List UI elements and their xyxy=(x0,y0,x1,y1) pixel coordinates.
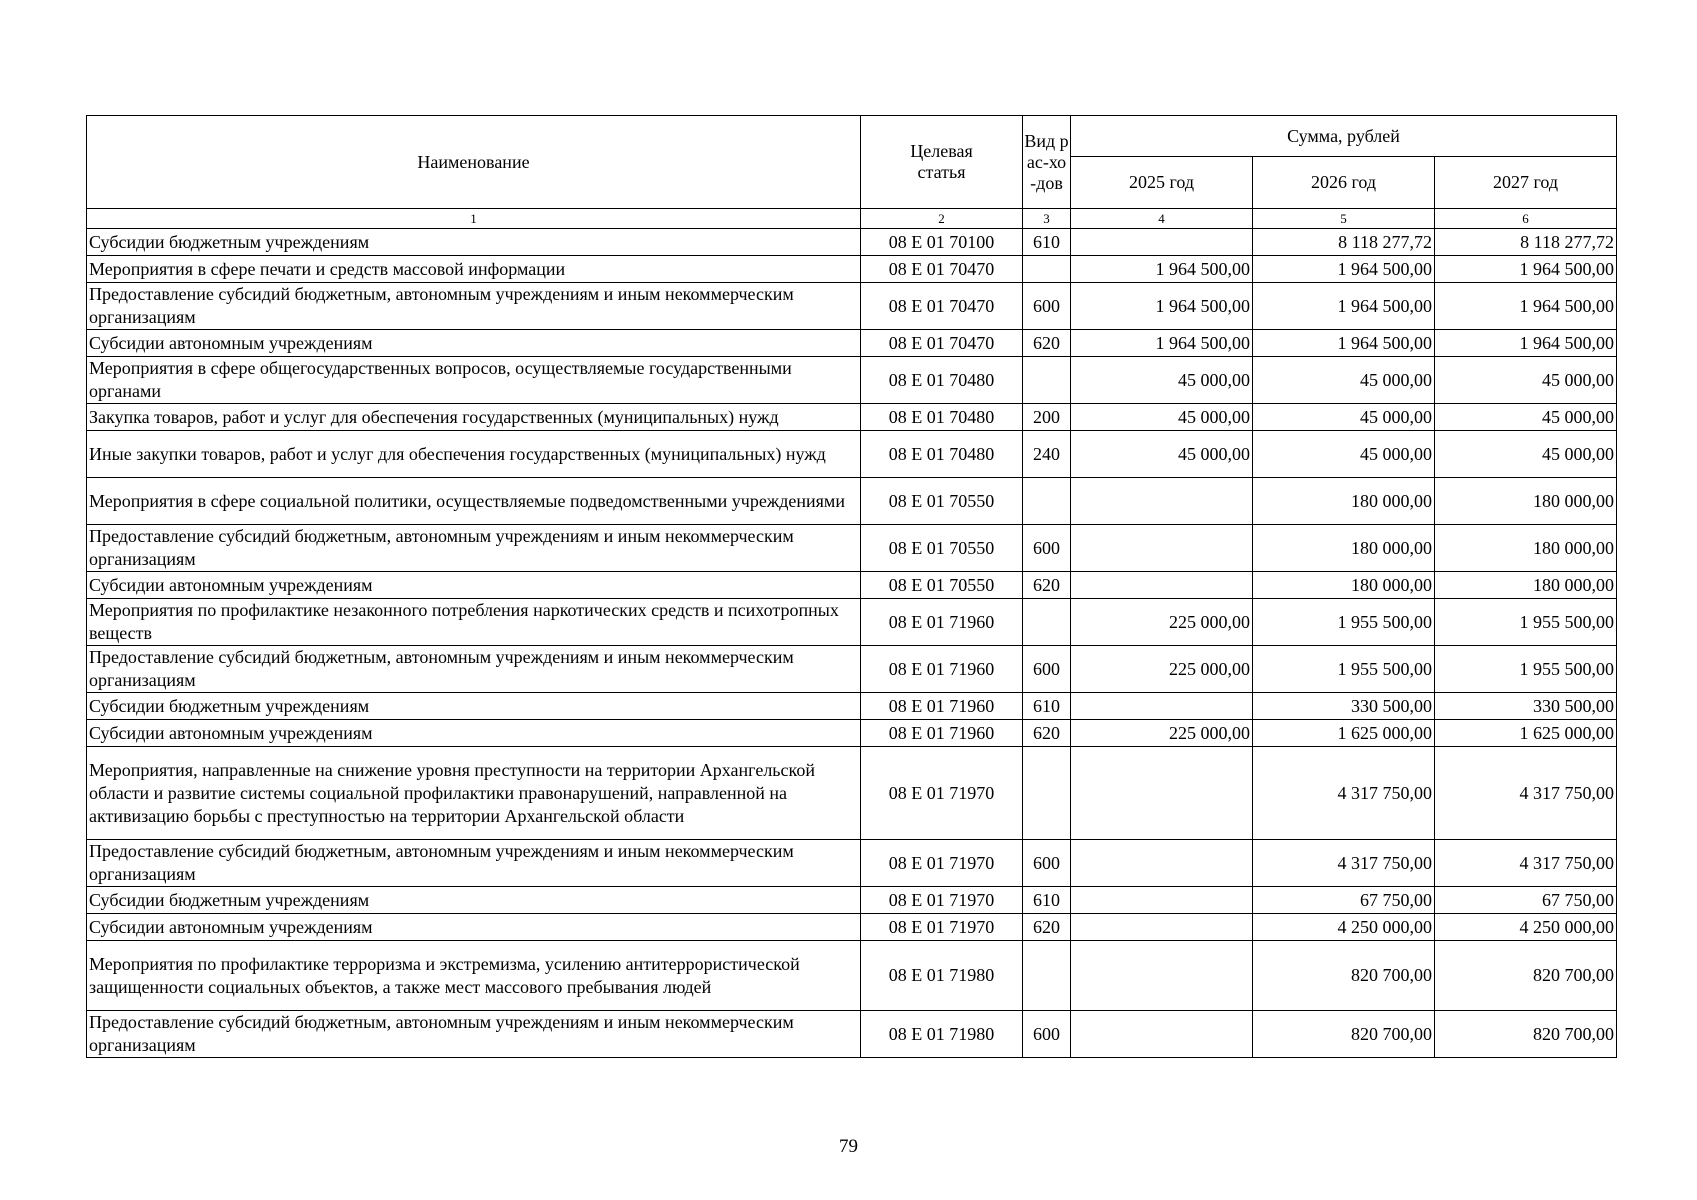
cell-sum-2025 xyxy=(1071,747,1253,840)
table-row xyxy=(87,330,1617,357)
table-row xyxy=(87,572,1617,599)
table-row xyxy=(87,431,1617,478)
table-row xyxy=(87,720,1617,747)
cell-sum-2027: 45 000,00 xyxy=(1435,404,1617,431)
header-year-2025: 2025 год xyxy=(1071,157,1253,209)
cell-name: Мероприятия в сфере социальной политики, осуществляемые подведомственными учреждениями xyxy=(87,478,861,525)
cell-sum-2026: 1 955 500,00 xyxy=(1253,646,1435,693)
cell-target-article: 08 Е 01 70470 xyxy=(861,256,1023,283)
cell-sum-2027: 1 964 500,00 xyxy=(1435,256,1617,283)
cell-name: Субсидии бюджетным учреждениям xyxy=(87,693,861,720)
table-row xyxy=(87,404,1617,431)
cell-name: Субсидии бюджетным учреждениям xyxy=(87,229,861,256)
cell-sum-2027: 8 118 277,72 xyxy=(1435,229,1617,256)
cell-sum-2026: 45 000,00 xyxy=(1253,431,1435,478)
cell-sum-2025 xyxy=(1071,1011,1253,1058)
cell-sum-2027: 820 700,00 xyxy=(1435,1011,1617,1058)
cell-sum-2026: 4 317 750,00 xyxy=(1253,747,1435,840)
cell-expense-type: 600 xyxy=(1023,283,1071,330)
cell-name: Мероприятия по профилактике терроризма и экстремизма, усилению антитеррористической защищенности социальных объектов, а также мест массового пребывания людей xyxy=(87,941,861,1011)
cell-target-article: 08 Е 01 71980 xyxy=(861,1011,1023,1058)
cell-name: Субсидии автономным учреждениям xyxy=(87,914,861,941)
table-row xyxy=(87,840,1617,887)
cell-expense-type: 620 xyxy=(1023,330,1071,357)
cell-target-article: 08 Е 01 71970 xyxy=(861,914,1023,941)
cell-sum-2027: 820 700,00 xyxy=(1435,941,1617,1011)
cell-target-article: 08 Е 01 71970 xyxy=(861,887,1023,914)
table-row xyxy=(87,887,1617,914)
cell-sum-2026: 45 000,00 xyxy=(1253,404,1435,431)
cell-name: Мероприятия, направленные на снижение уровня преступности на территории Архангельской области и развитие системы социальной профилактики правонарушений, направленной на активизацию борьбы с преступностью на территории Архангельской области xyxy=(87,747,861,840)
header-expense-type: Вид рас-хо-дов xyxy=(1023,116,1071,209)
cell-target-article: 08 Е 01 71970 xyxy=(861,747,1023,840)
cell-sum-2025 xyxy=(1071,693,1253,720)
cell-expense-type: 600 xyxy=(1023,840,1071,887)
header-sum-title: Сумма, рублей xyxy=(1071,116,1617,157)
table-row xyxy=(87,357,1617,404)
cell-sum-2025 xyxy=(1071,478,1253,525)
cell-name: Предоставление субсидий бюджетным, автономным учреждениям и иным некоммерческим организациям xyxy=(87,525,861,572)
cell-target-article: 08 Е 01 70470 xyxy=(861,330,1023,357)
cell-sum-2027: 180 000,00 xyxy=(1435,572,1617,599)
column-number: 3 xyxy=(1023,209,1071,229)
header-year-2026: 2026 год xyxy=(1253,157,1435,209)
column-number-row xyxy=(87,209,1617,229)
cell-expense-type: 200 xyxy=(1023,404,1071,431)
cell-sum-2027: 1 964 500,00 xyxy=(1435,330,1617,357)
cell-name: Предоставление субсидий бюджетным, автономным учреждениям и иным некоммерческим организациям xyxy=(87,1011,861,1058)
column-number: 4 xyxy=(1071,209,1253,229)
cell-sum-2026: 1 964 500,00 xyxy=(1253,330,1435,357)
cell-sum-2025 xyxy=(1071,572,1253,599)
column-number: 5 xyxy=(1253,209,1435,229)
cell-expense-type: 620 xyxy=(1023,720,1071,747)
page-number: 79 xyxy=(839,1136,858,1157)
cell-sum-2026: 180 000,00 xyxy=(1253,525,1435,572)
cell-target-article: 08 Е 01 70550 xyxy=(861,572,1023,599)
cell-sum-2026: 820 700,00 xyxy=(1253,941,1435,1011)
cell-sum-2026: 67 750,00 xyxy=(1253,887,1435,914)
cell-expense-type: 600 xyxy=(1023,525,1071,572)
budget-table xyxy=(86,115,1617,1058)
cell-sum-2027: 180 000,00 xyxy=(1435,525,1617,572)
table-row xyxy=(87,646,1617,693)
cell-sum-2025: 225 000,00 xyxy=(1071,646,1253,693)
table-body xyxy=(87,229,1617,1058)
header-name: Наименование xyxy=(87,116,861,209)
cell-sum-2026: 45 000,00 xyxy=(1253,357,1435,404)
cell-expense-type xyxy=(1023,478,1071,525)
cell-sum-2026: 4 317 750,00 xyxy=(1253,840,1435,887)
cell-sum-2026: 8 118 277,72 xyxy=(1253,229,1435,256)
header-target-article: Целевая статья xyxy=(861,116,1023,209)
cell-expense-type xyxy=(1023,941,1071,1011)
table-row xyxy=(87,599,1617,646)
cell-sum-2027: 1 955 500,00 xyxy=(1435,599,1617,646)
header-year-2027: 2027 год xyxy=(1435,157,1617,209)
cell-sum-2025 xyxy=(1071,914,1253,941)
cell-name: Закупка товаров, работ и услуг для обеспечения государственных (муниципальных) нужд xyxy=(87,404,861,431)
column-number: 6 xyxy=(1435,209,1617,229)
cell-sum-2027: 45 000,00 xyxy=(1435,357,1617,404)
cell-expense-type: 610 xyxy=(1023,229,1071,256)
cell-expense-type xyxy=(1023,747,1071,840)
cell-sum-2025: 45 000,00 xyxy=(1071,357,1253,404)
cell-sum-2026: 1 625 000,00 xyxy=(1253,720,1435,747)
cell-sum-2026: 4 250 000,00 xyxy=(1253,914,1435,941)
cell-expense-type: 600 xyxy=(1023,646,1071,693)
cell-sum-2025: 45 000,00 xyxy=(1071,431,1253,478)
cell-target-article: 08 Е 01 70480 xyxy=(861,431,1023,478)
cell-sum-2026: 180 000,00 xyxy=(1253,572,1435,599)
cell-sum-2025 xyxy=(1071,525,1253,572)
cell-sum-2025: 1 964 500,00 xyxy=(1071,256,1253,283)
cell-target-article: 08 Е 01 71980 xyxy=(861,941,1023,1011)
cell-sum-2027: 1 955 500,00 xyxy=(1435,646,1617,693)
cell-expense-type: 620 xyxy=(1023,572,1071,599)
cell-sum-2025: 1 964 500,00 xyxy=(1071,283,1253,330)
table-row xyxy=(87,256,1617,283)
cell-sum-2025 xyxy=(1071,941,1253,1011)
cell-sum-2027: 4 317 750,00 xyxy=(1435,840,1617,887)
cell-sum-2025: 45 000,00 xyxy=(1071,404,1253,431)
cell-sum-2025 xyxy=(1071,229,1253,256)
cell-target-article: 08 Е 01 70550 xyxy=(861,478,1023,525)
cell-sum-2026: 330 500,00 xyxy=(1253,693,1435,720)
cell-name: Предоставление субсидий бюджетным, автономным учреждениям и иным некоммерческим организациям xyxy=(87,646,861,693)
table-header xyxy=(87,116,1617,229)
cell-sum-2027: 4 317 750,00 xyxy=(1435,747,1617,840)
cell-target-article: 08 Е 01 71960 xyxy=(861,599,1023,646)
column-number: 2 xyxy=(861,209,1023,229)
table-row xyxy=(87,1011,1617,1058)
cell-target-article: 08 Е 01 70550 xyxy=(861,525,1023,572)
cell-name: Иные закупки товаров, работ и услуг для обеспечения государственных (муниципальных) нужд xyxy=(87,431,861,478)
table-row xyxy=(87,229,1617,256)
table-row xyxy=(87,693,1617,720)
cell-expense-type: 600 xyxy=(1023,1011,1071,1058)
cell-expense-type xyxy=(1023,256,1071,283)
cell-name: Предоставление субсидий бюджетным, автономным учреждениям и иным некоммерческим организациям xyxy=(87,283,861,330)
cell-expense-type: 620 xyxy=(1023,914,1071,941)
cell-target-article: 08 Е 01 70100 xyxy=(861,229,1023,256)
cell-name: Предоставление субсидий бюджетным, автономным учреждениям и иным некоммерческим организациям xyxy=(87,840,861,887)
cell-sum-2027: 67 750,00 xyxy=(1435,887,1617,914)
cell-sum-2026: 820 700,00 xyxy=(1253,1011,1435,1058)
cell-name: Субсидии автономным учреждениям xyxy=(87,572,861,599)
cell-sum-2027: 45 000,00 xyxy=(1435,431,1617,478)
cell-sum-2027: 330 500,00 xyxy=(1435,693,1617,720)
cell-sum-2026: 1 955 500,00 xyxy=(1253,599,1435,646)
table-row xyxy=(87,283,1617,330)
cell-sum-2027: 1 964 500,00 xyxy=(1435,283,1617,330)
cell-expense-type: 610 xyxy=(1023,887,1071,914)
cell-name: Субсидии автономным учреждениям xyxy=(87,720,861,747)
cell-name: Мероприятия в сфере печати и средств массовой информации xyxy=(87,256,861,283)
table-row xyxy=(87,478,1617,525)
cell-name: Субсидии бюджетным учреждениям xyxy=(87,887,861,914)
cell-sum-2027: 180 000,00 xyxy=(1435,478,1617,525)
table-row xyxy=(87,941,1617,1011)
cell-sum-2025 xyxy=(1071,887,1253,914)
cell-target-article: 08 Е 01 70470 xyxy=(861,283,1023,330)
cell-name: Мероприятия в сфере общегосударственных вопросов, осуществляемые государственными органами xyxy=(87,357,861,404)
cell-target-article: 08 Е 01 71960 xyxy=(861,720,1023,747)
cell-sum-2026: 1 964 500,00 xyxy=(1253,256,1435,283)
cell-sum-2025: 225 000,00 xyxy=(1071,720,1253,747)
cell-sum-2026: 180 000,00 xyxy=(1253,478,1435,525)
cell-target-article: 08 Е 01 71960 xyxy=(861,646,1023,693)
cell-target-article: 08 Е 01 71970 xyxy=(861,840,1023,887)
cell-expense-type: 240 xyxy=(1023,431,1071,478)
cell-name: Субсидии автономным учреждениям xyxy=(87,330,861,357)
cell-target-article: 08 Е 01 70480 xyxy=(861,357,1023,404)
cell-target-article: 08 Е 01 70480 xyxy=(861,404,1023,431)
cell-target-article: 08 Е 01 71960 xyxy=(861,693,1023,720)
table-row xyxy=(87,914,1617,941)
cell-sum-2025 xyxy=(1071,840,1253,887)
cell-name: Мероприятия по профилактике незаконного потребления наркотических средств и психотропных веществ xyxy=(87,599,861,646)
cell-sum-2027: 1 625 000,00 xyxy=(1435,720,1617,747)
table-row xyxy=(87,525,1617,572)
cell-expense-type: 610 xyxy=(1023,693,1071,720)
cell-sum-2027: 4 250 000,00 xyxy=(1435,914,1617,941)
column-number: 1 xyxy=(87,209,861,229)
table-row xyxy=(87,747,1617,840)
cell-expense-type xyxy=(1023,599,1071,646)
cell-expense-type xyxy=(1023,357,1071,404)
cell-sum-2025: 225 000,00 xyxy=(1071,599,1253,646)
cell-sum-2025: 1 964 500,00 xyxy=(1071,330,1253,357)
cell-sum-2026: 1 964 500,00 xyxy=(1253,283,1435,330)
